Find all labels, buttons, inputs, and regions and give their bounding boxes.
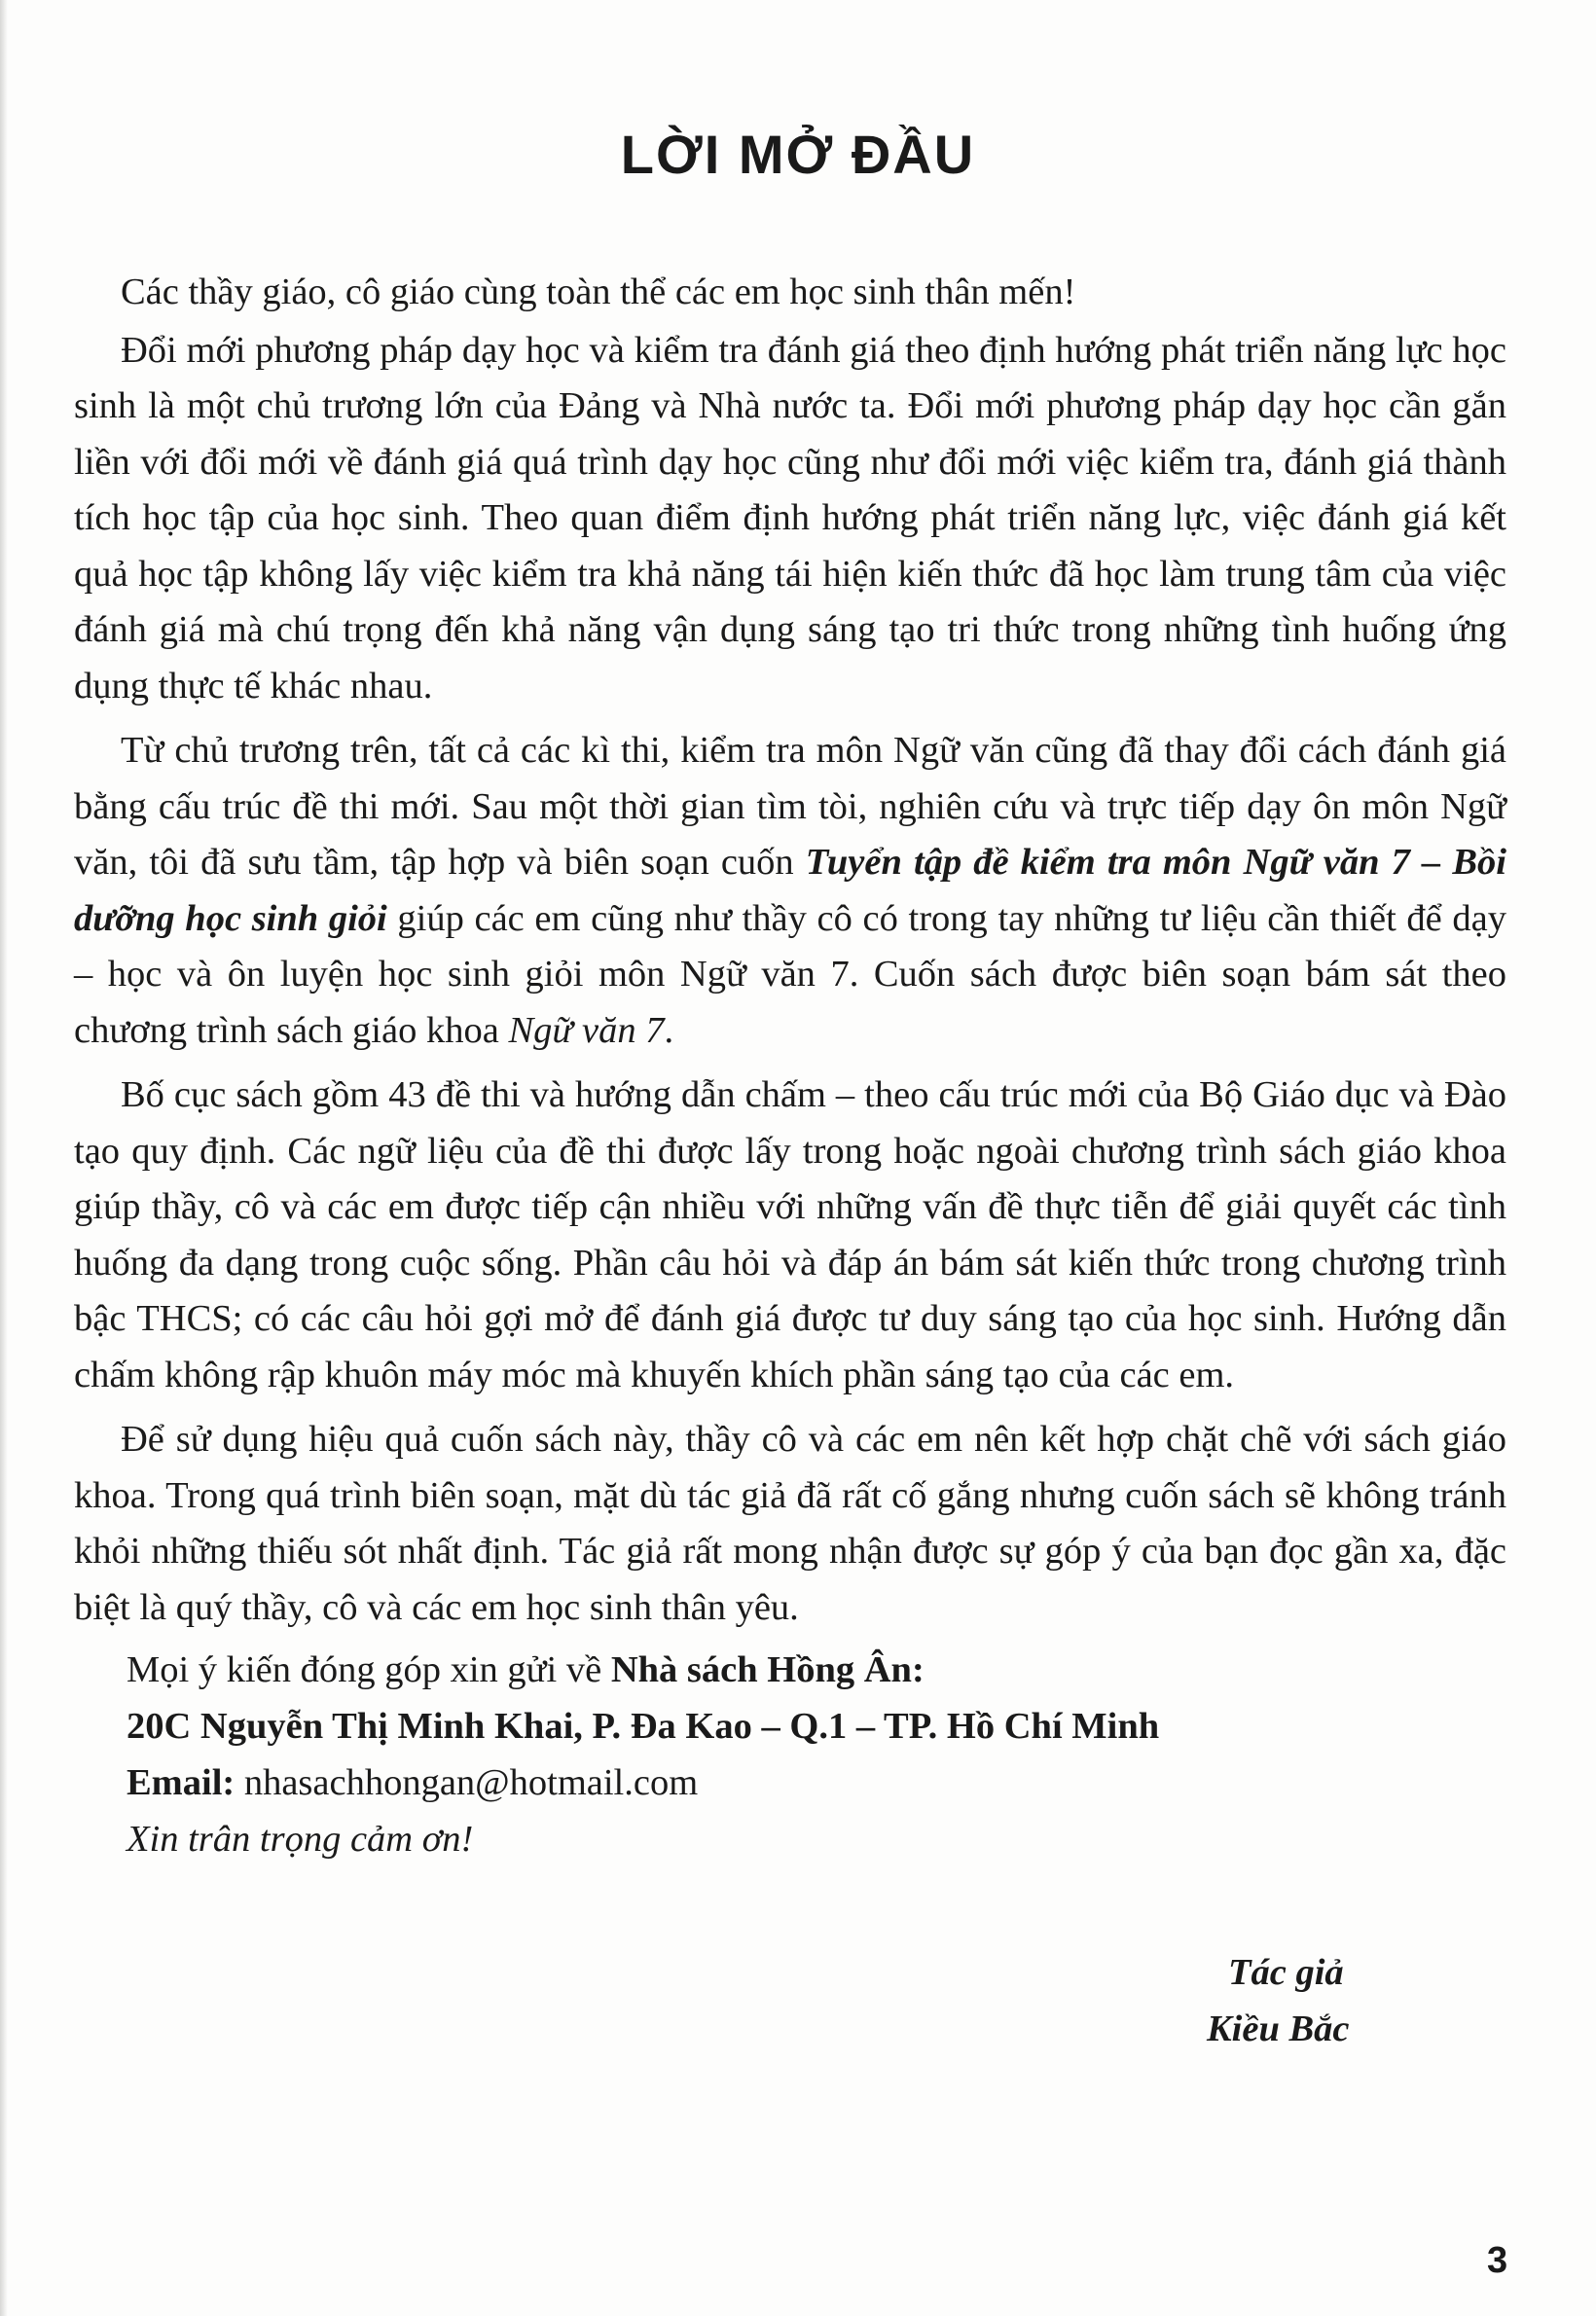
publisher-name: Nhà sách Hồng Ân:	[610, 1649, 925, 1690]
textbook-title: Ngữ văn 7	[508, 1009, 665, 1051]
page-edge-shadow	[0, 0, 8, 2316]
publisher-address: 20C Nguyễn Thị Minh Khai, P. Đa Kao – Q.1 – TP. Hồ Chí Minh	[127, 1706, 1160, 1747]
email-label: Email:	[127, 1762, 236, 1803]
greeting-paragraph: Các thầy giáo, cô giáo cùng toàn thể các em học sinh thân mến!	[121, 271, 1076, 312]
paragraph-4: Để sử dụng hiệu quả cuốn sách này, thầy cô và các em nên kết hợp chặt chẽ với sách giáo khoa. Trong quá trình biên soạn, mặt dù tác giả đã rất cố gắng nhưng cuốn sách sẽ không tránh khỏi những thiếu sót nhất định. Tác giả rất mong nhận được sự góp ý của bạn đọc gần xa, đặc biệt là quý thầy, cô và các em học sinh thân yêu.	[74, 1419, 1506, 1628]
page-number: 3	[1487, 2240, 1508, 2281]
signature-role: Tác giả	[1228, 1952, 1344, 1993]
paragraph-2-text-a: Từ chủ trương trên, tất cả các kì thi, kiểm tra môn Ngữ văn cũng đã thay đổi cách đánh giá bằng cấu trúc đề thi mới. Sau một thời gian tìm tòi, nghiên cứu và trực tiếp dạy ôn môn Ngữ văn, tôi đã sưu tầm, tập hợp và biên soạn cuốn	[74, 730, 1506, 883]
paragraph-3: Bố cục sách gồm 43 đề thi và hướng dẫn chấm – theo cấu trúc mới của Bộ Giáo dục và Đào tạo quy định. Các ngữ liệu của đề thi được lấy trong hoặc ngoài chương trình sách giáo khoa giúp thầy, cô và các em được tiếp cận nhiều với những vấn đề thực tiễn để giải quyết các tình huống đa dạng trong cuộc sống. Phần câu hỏi và đáp án bám sát kiến thức trong chương trình bậc THCS; có các câu hỏi gợi mở để đánh giá được tư duy sáng tạo của học sinh. Hướng dẫn chấm không rập khuôn máy móc mà khuyến khích phần sáng tạo của các em.	[74, 1074, 1506, 1395]
paragraph-1: Đổi mới phương pháp dạy học và kiểm tra đánh giá theo định hướng phát triển năng lực học sinh là một chủ trương lớn của Đảng và Nhà nước ta. Đổi mới phương pháp dạy học cần gắn liền với đổi mới về đánh giá quá trình dạy học cũng như đổi mới việc kiểm tra, đánh giá thành tích học tập của học sinh. Theo quan điểm định hướng phát triển năng lực, việc đánh giá kết quả học tập không lấy việc kiểm tra khả năng tái hiện kiến thức đã học làm trung tâm của việc đánh giá mà chú trọng đến khả năng vận dụng sáng tạo tri thức trong những tình huống ứng dụng thực tế khác nhau.	[74, 329, 1506, 706]
page-title: LỜI MỞ ĐẦU	[620, 124, 976, 185]
email-line	[127, 1755, 1506, 1811]
paragraph-2-text-b: giúp các em cũng như thầy cô có trong tay những tư liệu cần thiết để dạy – học và ôn luyện học sinh giỏi môn Ngữ văn 7. Cuốn sách được biên soạn bám sát theo chương trình sách giáo khoa	[74, 897, 1506, 1051]
paragraph-2	[74, 723, 1506, 1059]
preface-body	[74, 265, 1506, 1867]
author-signature	[1207, 1944, 1350, 2057]
contact-block	[74, 1642, 1506, 1867]
contact-intro: Mọi ý kiến đóng góp xin gửi về	[127, 1649, 611, 1690]
thanks-line: Xin trân trọng cảm ơn!	[127, 1819, 474, 1860]
email-address: nhasachhongan@hotmail.com	[235, 1762, 699, 1803]
paragraph-2-end: .	[664, 1009, 674, 1051]
signature-name: Kiều Bắc	[1207, 2008, 1350, 2049]
contact-intro-line	[127, 1642, 1506, 1698]
book-title: Tuyển tập đề kiểm tra môn Ngữ văn 7 – Bồi dưỡng học sinh giỏi	[74, 842, 1507, 939]
